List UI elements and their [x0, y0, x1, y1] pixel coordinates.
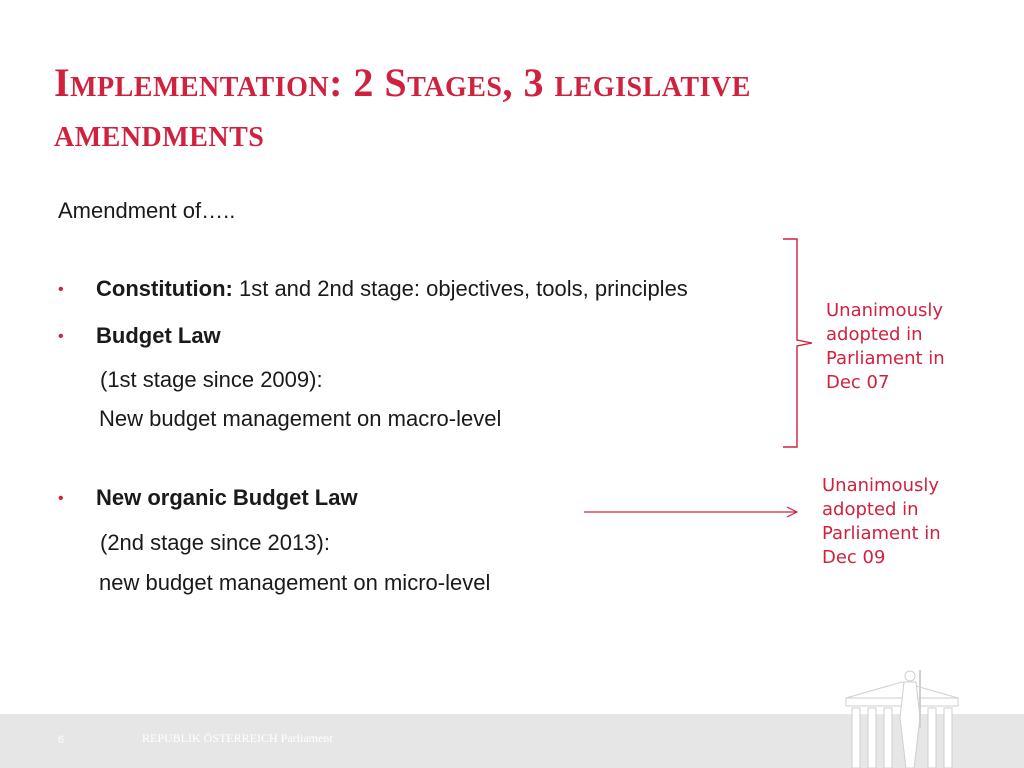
note-dec-09: [822, 474, 941, 570]
item-label: New organic Budget Law: [96, 485, 358, 510]
footer-organization: REPUBLIK ÖSTERREICH Parliament: [142, 731, 333, 745]
page-number: 6: [58, 734, 65, 746]
note-line: Unanimously: [822, 475, 940, 496]
note-line: Dec 09: [822, 547, 886, 568]
bullet-icon: •: [58, 281, 64, 298]
slide-title: Implementation: 2 Stages, 3 legislative amendments: [54, 60, 751, 155]
item-detail: new budget management on micro-level: [99, 570, 491, 595]
note-line: adopted in: [826, 324, 923, 345]
note-line: Parliament in: [822, 523, 941, 544]
intro-text: Amendment of…..: [58, 198, 236, 223]
note-line: Dec 07: [826, 372, 890, 393]
note-line: Parliament in: [826, 348, 945, 369]
bullet-icon: •: [58, 490, 64, 507]
note-dec-07: [826, 299, 945, 395]
item-text: 1st and 2nd stage: objectives, tools, principles: [238, 276, 688, 301]
item-detail: New budget management on macro-level: [99, 406, 502, 431]
item-label: Budget Law: [96, 323, 221, 348]
note-line: adopted in: [822, 499, 919, 520]
brace-icon: [783, 239, 812, 447]
item-label: Constitution:: [96, 276, 233, 301]
item-detail: (2nd stage since 2013):: [100, 530, 330, 555]
bullet-icon: •: [58, 328, 64, 345]
item-detail: (1st stage since 2009):: [100, 367, 323, 392]
note-line: Unanimously: [826, 300, 944, 321]
parliament-logo-icon: [842, 668, 962, 768]
